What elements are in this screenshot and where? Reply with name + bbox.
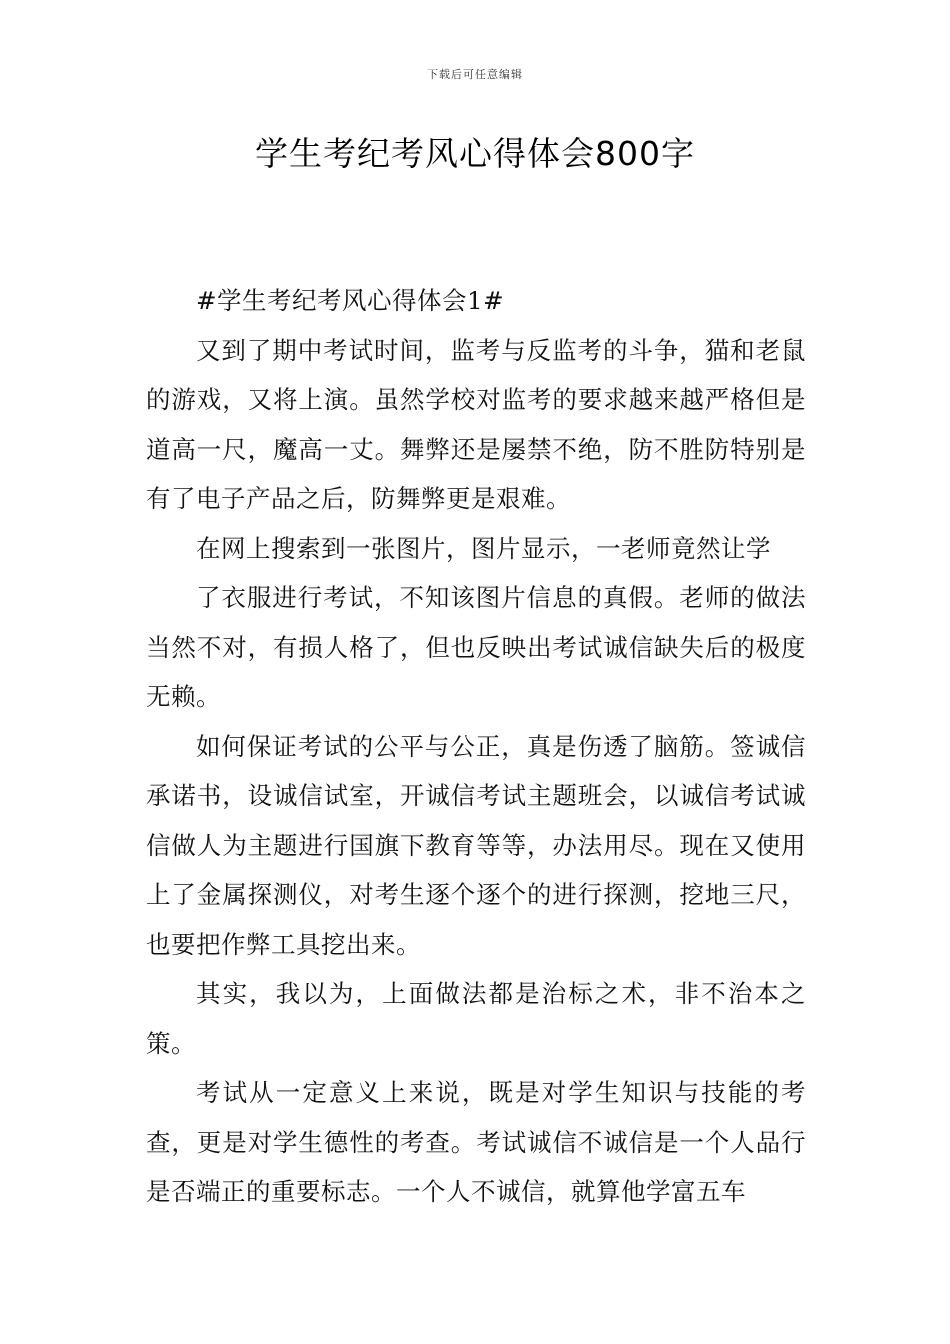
document-title: 学生考纪考风心得体会800字 [255,134,695,173]
paragraph: 考试从一定意义上来说，既是对学生知识与技能的考查，更是对学生德性的考查。考试诚信不诚信是一个人品行是否端正的重要标志。一个人不诚信，就算他学富五车 [146,1078,806,1206]
paragraph: 如何保证考试的公平与公正，真是伤透了脑筋。签诚信承诺书，设诚信试室，开诚信考试主题班会，以诚信考试诚信做人为主题进行国旗下教育等等，办法用尽。现在又使用上了金属探测仪，对考生逐个逐个的进行探测，挖地三尺，也要把作弊工具挖出来。 [146,731,806,959]
paragraph: 了衣服进行考试，不知该图片信息的真假。老师的做法当然不对，有损人格了，但也反映出考试诚信缺失后的极度无赖。 [146,583,806,711]
paragraph: 在网上搜索到一张图片，图片显示，一老师竟然让学 [196,533,771,563]
paragraph: 其实，我以为，上面做法都是治标之术，非不治本之策。 [146,979,806,1058]
section-heading: #学生考纪考风心得体会1# [196,286,505,315]
header-note: 下载后可任意编辑 [427,68,523,81]
paragraph: 又到了期中考试时间，监考与反监考的斗争，猫和老鼠的游戏，又将上演。虽然学校对监考的要求越来越严格但是道高一尺，魔高一丈。舞弊还是屡禁不绝，防不胜防特别是有了电子产品之后，防舞弊更是艰难。 [146,335,806,513]
document-body [146,276,806,1217]
